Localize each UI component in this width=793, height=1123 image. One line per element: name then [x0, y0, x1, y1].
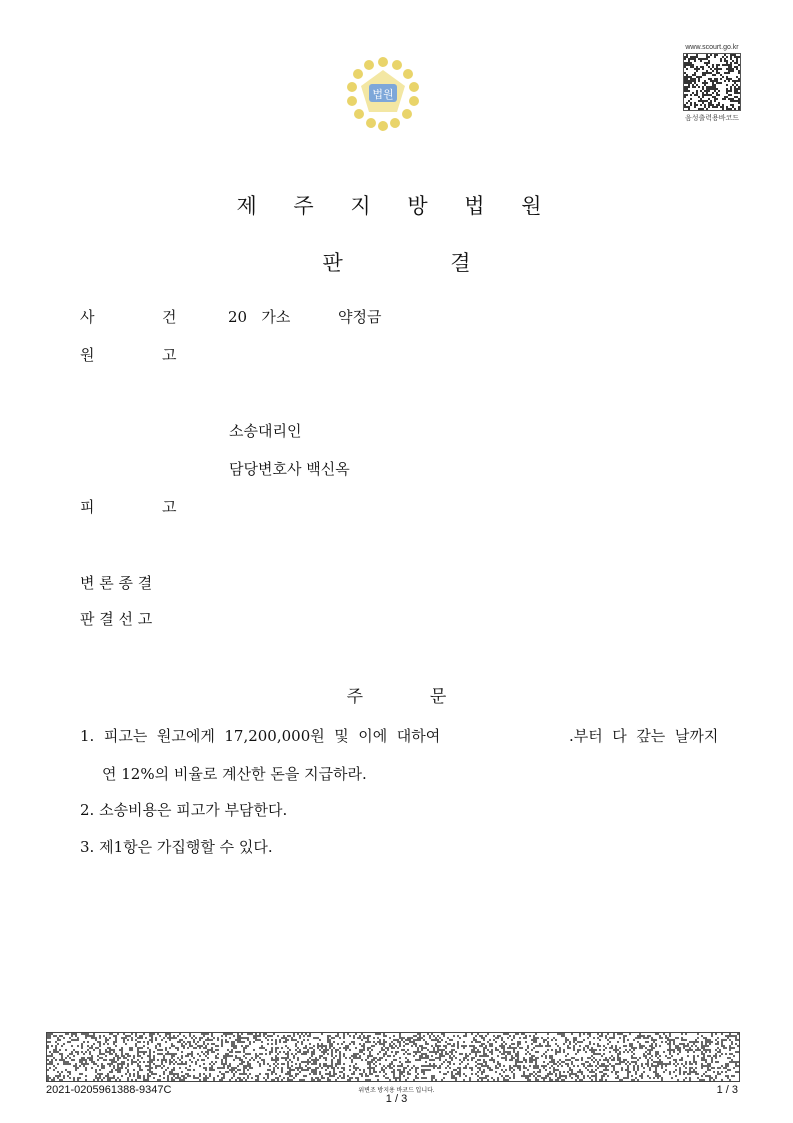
page-number-right: 1 / 3 [716, 1084, 738, 1096]
doc-title [0, 247, 793, 277]
order-heading [0, 682, 793, 707]
ruling-date-label: 판 결 선 고 [80, 610, 153, 628]
qr-caption: 음성출력용바코드 [684, 115, 740, 122]
case-row [80, 306, 382, 327]
case-value: 20 가소 약정금 [228, 308, 382, 326]
case-label-2: 건 [162, 308, 177, 326]
order-heading-char-2: 문 [429, 687, 447, 707]
order-item-1: 1. 피고는 원고에게 17,200,000원 및 이에 대하여 .부터 다 갚는 날까지 [80, 727, 719, 745]
plaintiff-label-1: 원 [80, 346, 95, 364]
doc-title-char-1: 판 [322, 251, 343, 275]
plaintiff-label-2: 고 [162, 346, 177, 364]
attorney-title: 소송대리인 [229, 422, 302, 440]
anti-forgery-barcode [46, 1032, 740, 1082]
order-item-3: 3. 제1항은 가집행할 수 있다. [80, 838, 273, 856]
case-label-1: 사 [80, 308, 95, 326]
attorney-name: 담당변호사 백신옥 [229, 460, 350, 478]
defendant-label-1: 피 [80, 498, 95, 516]
doc-title-char-2: 결 [450, 251, 471, 275]
closing-label: 변 론 종 결 [80, 574, 153, 592]
seal-text: 법원 [372, 88, 394, 101]
order-heading-char-1: 주 [346, 687, 364, 707]
court-name: 제 주 지 방 법 원 [236, 194, 557, 218]
barcode-notice: 위변조 방지용 바코드 입니다. [358, 1088, 435, 1094]
qr-code [683, 53, 741, 111]
defendant-label-2: 고 [162, 498, 177, 516]
order-item-2: 2. 소송비용은 피고가 부담한다. [80, 801, 288, 819]
qr-block [680, 44, 744, 123]
court-seal-logo [345, 56, 421, 132]
defendant-row [80, 496, 177, 517]
document-id: 2021-0205961388-9347C [46, 1084, 172, 1096]
order-item-1-cont: 연 12%의 비율로 계산한 돈을 지급하라. [102, 765, 367, 783]
page-number-center: 1 / 3 [385, 1093, 408, 1105]
qr-url: www.scourt.go.kr [685, 44, 739, 51]
plaintiff-row [80, 344, 177, 365]
